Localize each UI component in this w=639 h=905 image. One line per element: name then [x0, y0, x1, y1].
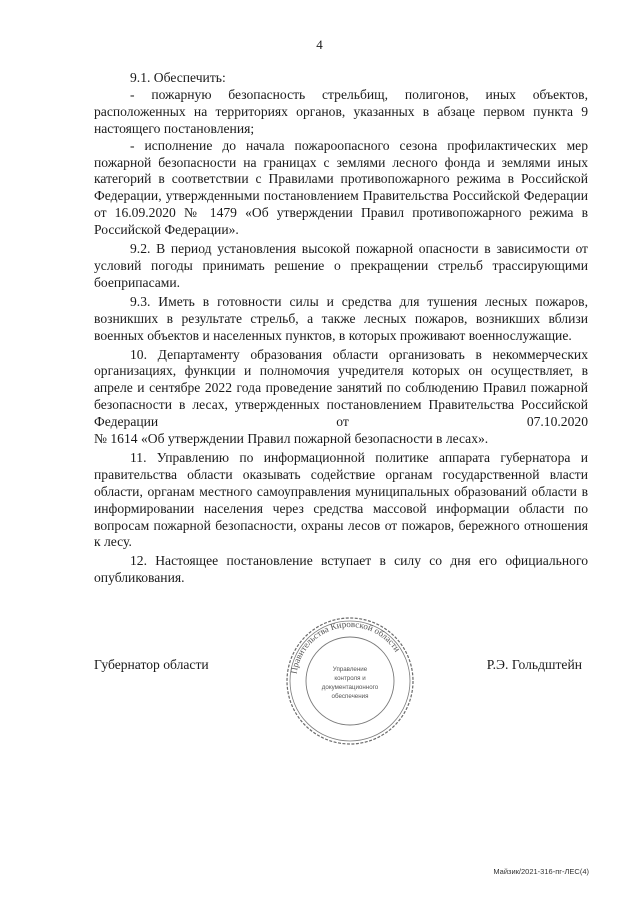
signatory-name: Р.Э. Гольдштейн [486, 657, 582, 672]
svg-text:контроля и: контроля и [334, 675, 366, 682]
paragraph-9-2: 9.2. В период установления высокой пожарной опасности в зависимости от условий погоды принимать решение о прекращении стрельб трассирующими боеприпасами. [94, 241, 588, 290]
paragraph-9-1-item-2: - исполнение до начала пожароопасного сезона профилактических мер пожарной безопасности на границах с землями лесного фонда и землями иных категорий в соответствии с Правилами противопожарного режима в Российской Федерации, утвержденными постановлением Правительства Российской Федерации от 16.09.2020 № 1479 «Об утверждении Правил противопожарного режима в Российской Федерации». [94, 137, 588, 238]
paragraph-10-continuation: № 1614 «Об утверждении Правил пожарной безопасности в лесах». [94, 431, 489, 447]
signatory-title: Губернатор области [94, 657, 209, 672]
paragraph-9-1: 9.1. Обеспечить: [130, 70, 226, 85]
seal-outer-text: Правительства Кировской области [288, 618, 403, 675]
official-seal-stamp [284, 615, 416, 747]
seal-inner-text [322, 666, 379, 700]
paragraph-10: 10. Департаменту образования области организовать в некоммерческих организациях, функции и полномочия учредителя которых он осуществляет, в апреле и сентябре 2022 года проведение занятий по соблюдению Правил пожарной безопасности в лесах, утвержденных постановлением Правительства Российской Федерации от 07.10.2020 [94, 346, 588, 430]
document-body [94, 70, 588, 587]
document-reference-code: Майзик/2021-316-пг-ЛЕС(4) [493, 867, 589, 876]
paragraph-9-1-item-1: - пожарную безопасность стрельбищ, полигонов, иных объектов, расположенных на территориях органов, указанных в абзаце первом пункта 9 настоящего постановления; [94, 86, 588, 136]
page-number: 4 [316, 37, 323, 52]
svg-text:документационного: документационного [321, 684, 379, 691]
paragraph-11: 11. Управлению по информационной политике аппарата губернатора и правительства области оказывать содействие органам государственной власти области, органам местного самоуправления муниципальных образований области в информировании населения через средства массовой информации области по вопросам пожарной безопасности, охраны лесов от пожаров, бережного отношения к лесу. [94, 449, 588, 550]
paragraph-9-3: 9.3. Иметь в готовности силы и средства для тушения лесных пожаров, возникших в результате стрельб, а также лесных пожаров, возникших вблизи военных объектов и населенных пунктов, в которых проживают военнослужащие. [94, 293, 588, 343]
paragraph-12: 12. Настоящее постановление вступает в силу со дня его официального опубликования. [94, 553, 588, 586]
svg-text:обеспечения: обеспечения [331, 693, 369, 700]
svg-text:Управление: Управление [332, 666, 368, 673]
